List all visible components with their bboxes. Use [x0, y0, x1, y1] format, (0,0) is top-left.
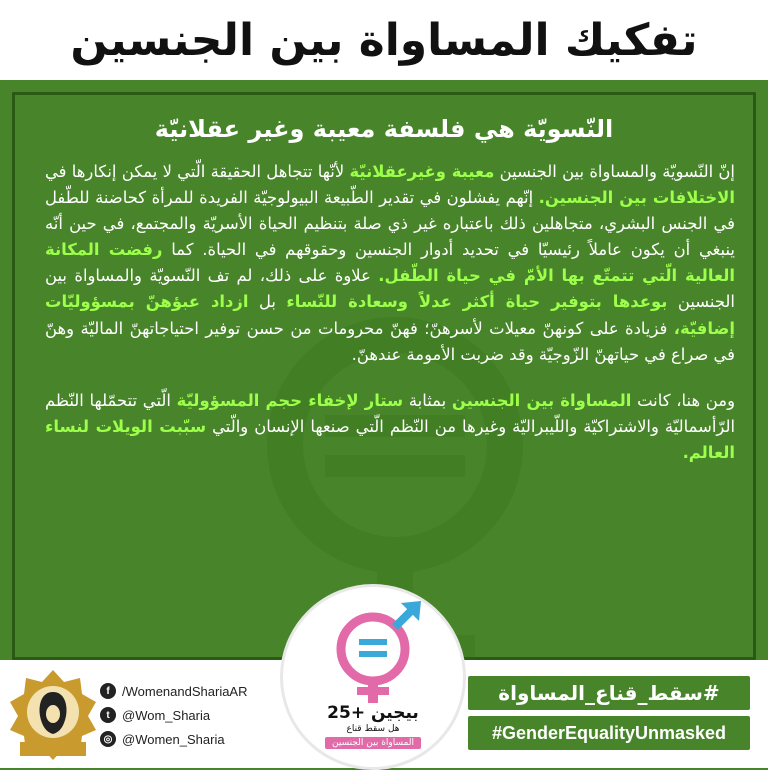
highlight-span: المساواة بين الجنسين — [451, 390, 632, 410]
social-row-twitter[interactable] — [100, 704, 270, 726]
text-span: بل — [248, 292, 287, 312]
facebook-handle[interactable]: /WomenandShariaAR — [122, 683, 248, 699]
highlight-span: معيبة وغيرعقلانيّة — [349, 162, 495, 181]
badge-title: بيجين +25 — [327, 703, 419, 723]
subtitle-bar — [15, 111, 753, 147]
text-span: إنّهم يفشلون في تقدير الطّبيعة البيولوجيّة الفريدة للمرأة كحاضنة للطّفل في الجنس البشري، متجاهلين ذلك باعتباره غير ذي صلة بتنظيم الحياة الأسريّة والمجتمع، في حين أنّه ينبغي أن يكون عاملاً رئيسيّا في تحديد أدوار الجنسين وحقوقهم في الحياة. كما — [45, 188, 735, 260]
highlight-span: بوعدها بتوفير حياة أكثر عدلاً وسعادة للنّساء — [286, 292, 668, 312]
instagram-handle[interactable]: @Women_Sharia — [122, 731, 225, 747]
text-span: ومن هنا، كانت — [631, 390, 735, 410]
badge-tag: المساواة بين الجنسين — [325, 737, 421, 749]
highlight-span: رفضت المكانة العالية الّتي تتمتّع بها الأمّ في حياة الطّفل. — [45, 240, 735, 286]
social-row-facebook[interactable] — [100, 680, 270, 702]
social-links — [100, 680, 270, 752]
article-body — [45, 159, 735, 466]
subtitle: النّسويّة هي فلسفة معيبة وغير عقلانيّة — [154, 115, 614, 143]
paragraph-1 — [45, 159, 735, 368]
women-and-sharia-logo — [6, 668, 100, 762]
hashtag-arabic[interactable]: #سقط_قناع_المساواة — [468, 676, 750, 710]
header-bar — [0, 0, 768, 80]
twitter-handle[interactable]: @Wom_Sharia — [122, 707, 211, 723]
highlight-span: ازداد عبؤهنّ بمسؤوليّات إضافيّة، — [45, 292, 735, 338]
text-span: إنّ النّسويّة والمساواة بين الجنسين — [494, 162, 735, 181]
text-span: لأنّها تتجاهل الحقيقة الّتي لا يمكن إنكارها في — [45, 162, 350, 181]
content-panel — [12, 92, 756, 660]
text-span: الّتي تتحمّلها النّظم الرّأسماليّة والاشتراكيّة واللّيبراليّة وغيرها من النّظم الّتي صنعها الإنسان والّتي — [45, 390, 735, 436]
badge-subtitle: هل سقط قناع — [346, 724, 400, 734]
beijing-25-badge — [280, 584, 466, 770]
facebook-icon: f — [100, 683, 116, 699]
instagram-icon: ◎ — [100, 731, 116, 747]
twitter-icon: t — [100, 707, 116, 723]
text-span: بمثابة — [403, 390, 452, 410]
page-title: تفكيك المساواة بين الجنسين — [70, 14, 698, 66]
text-span: فزيادة على كونهنّ معيلات لأسرهنّ؛ فهنّ محرومات من حسن توفير احتياجاتهنّ الماليّة وهنّ في صراع في حياتهنّ الزّوجيّة وقد ضربت الأمومة عندهنّ. — [45, 318, 735, 364]
highlight-span: الاختلافات بين الجنسين. — [538, 188, 735, 208]
highlight-span: سبّبت الويلات لنساء العالم. — [45, 416, 735, 462]
hashtag-english[interactable]: #GenderEqualityUnmasked — [468, 716, 750, 750]
paragraph-2 — [45, 388, 735, 466]
footer-bar — [0, 660, 768, 768]
social-row-instagram[interactable] — [100, 728, 270, 750]
highlight-span: ستار لإخفاء حجم المسؤوليّة — [176, 390, 404, 410]
text-span: علاوة على ذلك، لم تف النّسويّة والمساواة بين الجنسين — [45, 266, 735, 312]
